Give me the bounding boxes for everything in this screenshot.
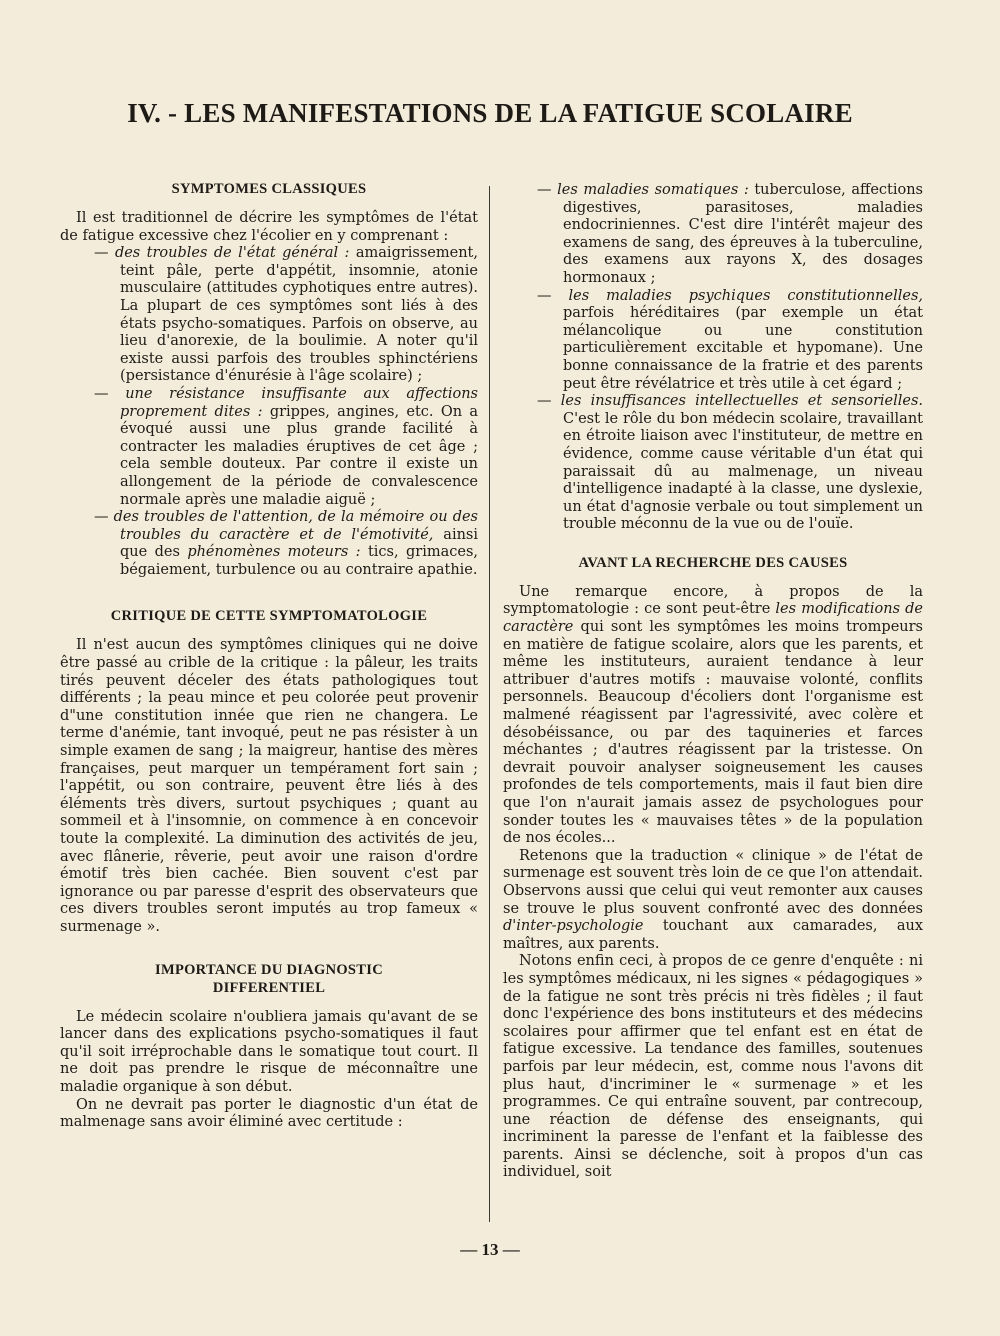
avant-paragraph-3: Notons enfin ceci, à propos de ce genre d'enquête : ni les symptômes médicaux, ni les signes « pédagogiques » de la fatigue ne sont très précis ni très fidèles ; il faut donc l'expérience des bons instituteurs et des médecins scolaires pour affirmer que tel enfant est en état de fatigue excessive. La tendance des familles, soutenues parfois par leur médecin, est, comme nous l'avons dit plus haut, d'incriminer le « surmenage » et les programmes. Ce qui entraîne souvent, par contrecoup, une réaction de défense des enseignants, qui incriminent la paresse de l'enfant et la faiblesse des parents. Ainsi se déclenche, soit à propos d'un cas individuel, soit (503, 953, 923, 1181)
section-heading-importance (60, 961, 478, 997)
list-item (537, 393, 923, 534)
p1-start: Une remarque encore, à propos de la symptomatologie : ce sont peut-être (503, 583, 923, 618)
p1-end: qui sont les symptômes les moins trompeurs en matière de fatigue scolaire, alors que les parents, et même les instituteurs, auraient tendance à leur attribuer d'autres motifs : mauvaise volonté, conflits personnels. Beaucoup d'écoliers dont l'organisme est malmené réagissent par l'agressivité, avec colère et désobéissance, ou par des taquineries et farces méchantes ; d'autres réagissent par la tristesse. On devrait pouvoir analyser soigneusement les causes profondes de tels comportements, mais il faut bien dire que l'on n'aurait jamais assez de psychologues pour sonder toutes les « mauvaises têtes » de la population de nos écoles... (503, 619, 923, 847)
p1-emphasis: les modifications de caractère (503, 601, 923, 636)
critique-paragraph: Il n'est aucun des symptômes cliniques qui ne doive être passé au crible de la critique : la pâleur, les traits tirés peuvent déceler des états pathologiques tout différents ; la peau mince et peu colorée peut provenir d"une constitution innée que rien ne changera. Le terme d'anémie, tant invoqué, peut ne pas résister à un simple examen de sang ; la maigreur, hantise des mères françaises, peut marquer un tempérament fort sain ; l'appétit, ou son contraire, peuvent être liés à des éléments très divers, surtout psychiques ; quant au sommeil et à l'insomnie, on commence à en concevoir toute la complexité. La diminution des activités de jeu, avec flânerie, rêverie, peut avoir une raison d'ordre émotif très bien cachée. Bien souvent c'est par ignorance ou par paresse d'esprit des observateurs que ces divers troubles seront imputés au trop fameux « surmenage ». (60, 637, 478, 935)
p2-start: Retenons que la traduction « clinique » de l'état de surmenage est souvent très loin de ce que l'on attendait. Observons aussi que celui qui veut remonter aux causes se trouve le plus souvent confronté avec des données (503, 847, 923, 917)
section-heading-avant: AVANT LA RECHERCHE DES CAUSES (578, 554, 848, 571)
item-emphasis: les insuffisances intellectuelles et sensorielles. (560, 393, 924, 410)
page-title: IV. - LES MANIFESTATIONS DE LA FATIGUE SCOLAIRE (127, 98, 853, 128)
dash: — (94, 385, 109, 402)
importance-paragraph-1: Le médecin scolaire n'oubliera jamais qu'avant de se lancer dans des explications psycho-somatiques il faut qu'il soit irréprochable dans le somatique tout court. Il ne doit pas prendre le risque de méconnaître une maladie organique à son début. (60, 1008, 478, 1095)
p2-end: touchant aux camarades, aux maîtres, aux parents. (503, 918, 923, 952)
column-divider (489, 186, 490, 1222)
left-column (60, 180, 478, 1132)
list-item (537, 182, 923, 288)
page-number: — 13 — (460, 1240, 520, 1259)
section-heading-symptomes: SYMPTOMES CLASSIQUES (171, 181, 367, 197)
item-emphasis: une résistance insuffisante aux affections proprement dites : (120, 385, 478, 420)
heading-line-2: DIFFERENTIEL (212, 979, 326, 996)
item-emphasis: les maladies psychiques constitutionnelles, (568, 287, 923, 304)
item-text: amaigrissement, teint pâle, perte d'appétit, insomnie, atonie musculaire (attitudes cyphotiques entre autres). La plupart de ces symptômes sont liés à des états psycho-somatiques. Parfois on observe, au lieu d'anorexie, de la boulimie. A noter qu'il existe aussi parfois des troubles sphinctériens (persistance d'énurésie à l'âge scolaire) ; (120, 245, 478, 385)
list-item (94, 245, 478, 386)
list-item (537, 288, 923, 394)
item-text: tuberculose, affections digestives, parasitoses, maladies endocriniennes. C'est dire l'intérêt majeur des examens de sang, des épreuves à la tuberculine, des examens aux rayons X, des dosages hormonaux ; (563, 182, 923, 286)
list-item (94, 509, 478, 579)
item-emphasis: des troubles de l'état général : (114, 245, 350, 262)
p2-emphasis: d'inter-psychologie (503, 918, 644, 935)
item-emphasis: les maladies somatiques : (557, 182, 749, 198)
item-text: C'est le rôle du bon médecin scolaire, travaillant en étroite liaison avec l'instituteur, de mettre en évidence, comme cause véritable d'un état qui paraissait dû au malmenage, un niveau d'intelligence inadapté à la classe, une dyslexie, un état d'agnosie verbale ou tout simplement un trouble méconnu de la vue ou de l'ouïe. (563, 410, 923, 533)
heading-line-1: IMPORTANCE DU DIAGNOSTIC (155, 961, 383, 978)
item-text: ainsi que des (120, 526, 478, 561)
dash: — (537, 182, 552, 198)
symptomes-intro: Il est traditionnel de décrire les symptômes de l'état de fatigue excessive chez l'écolier en y comprenant : (60, 210, 478, 244)
section-heading-critique: CRITIQUE DE CETTE SYMPTOMATOLOGIE (110, 608, 428, 625)
dash: — (537, 287, 552, 304)
dash: — (94, 509, 109, 526)
dash: — (537, 393, 552, 410)
item-emphasis: des troubles de l'attention, de la mémoire ou des troubles du caractère et de l'émotivité, (113, 509, 478, 543)
dash: — (94, 245, 109, 262)
avant-paragraph-2 (503, 848, 923, 954)
list-item (94, 386, 478, 509)
avant-paragraph-1 (503, 584, 923, 848)
item-text: parfois héréditaires (par exemple un état mélancolique ou une constitution particulièrement excitable et hypomane). Une bonne connaissance de la fratrie et des parents peut être révélatrice et très utile à cet égard ; (563, 305, 923, 392)
item-text: grippes, angines, etc. On a évoqué aussi une plus grande facilité à contracter les maladies éruptives de cet âge ; cela semble douteux. Par contre il existe un allongement de la période de convalescence normale après une maladie aiguë ; (120, 403, 478, 508)
importance-paragraph-2: On ne devrait pas porter le diagnostic d'un état de malmenage sans avoir éliminé avec certitude : (60, 1096, 478, 1131)
right-column (503, 180, 923, 1182)
item-emphasis-2: phénomènes moteurs : (187, 544, 361, 561)
item-text-2: tics, grimaces, bégaiement, turbulence ou au contraire apathie. (120, 544, 478, 578)
